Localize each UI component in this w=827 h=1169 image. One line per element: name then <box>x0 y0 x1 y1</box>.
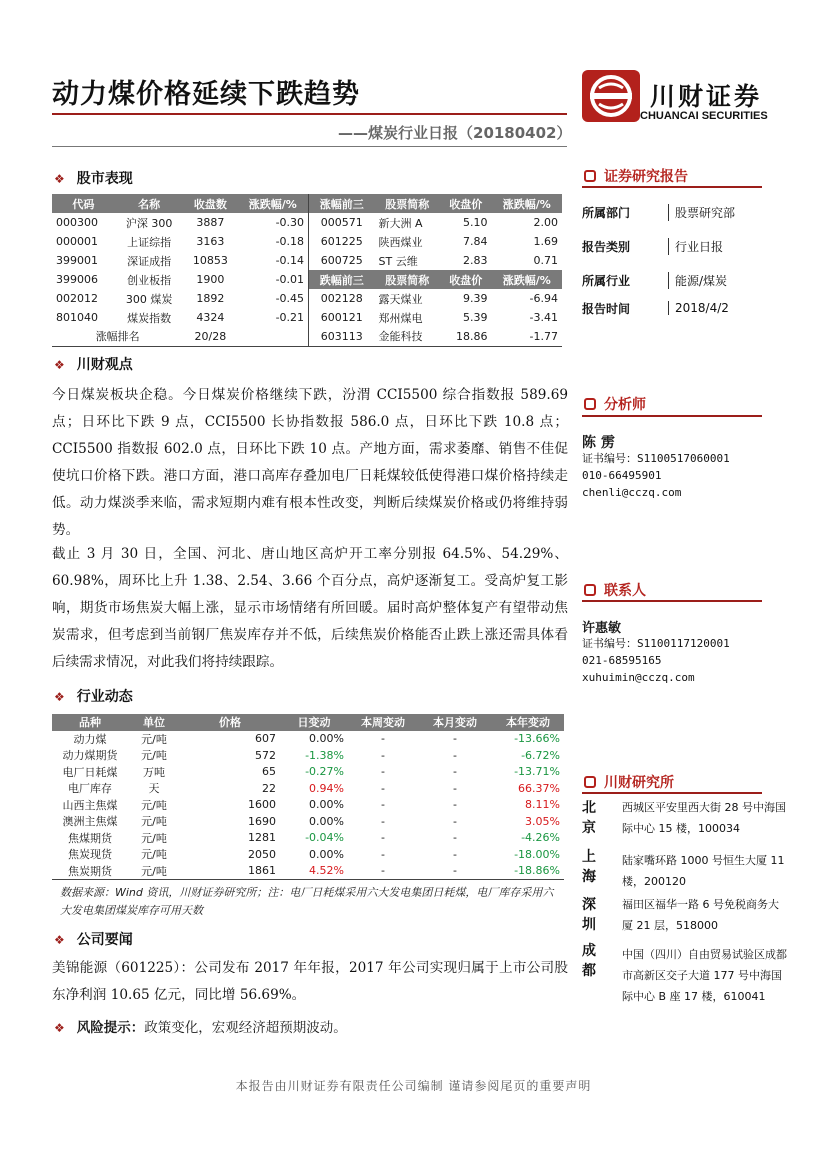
table-cell: 65 <box>262 765 276 779</box>
table-cell: - <box>453 765 457 779</box>
table-cell: -13.71% <box>514 765 560 779</box>
risk-warning <box>54 1016 347 1036</box>
industry-table <box>52 714 564 880</box>
table-cell: 焦炭现货 <box>68 848 112 862</box>
table-cell: -6.72% <box>521 748 560 762</box>
table-cell: - <box>381 732 385 746</box>
table-row: 002012 300 煤炭 1892 -0.45 002128 露天煤业 9.39 -6.94 <box>52 289 562 308</box>
contact-email[interactable]: xuhuimin@cczq.com <box>582 671 695 684</box>
contact-name: 许惠敏 <box>582 621 622 636</box>
table-row: 涨幅排名 20/28 603113 金能科技 18.86 -1.77 <box>52 327 562 346</box>
table-header: 涨跌幅/% <box>491 194 562 213</box>
table-header: 股票简称 <box>375 194 440 213</box>
view-paragraph-2: 截止 3 月 30 日，全国、河北、唐山地区高炉开工率分别报 64.5%、54.29%、60.98%，周环比上升 1.38、2.54、3.66 个百分点，高炉逐渐复工。受高炉复工影响，期货市场焦炭大幅上涨，显示市场情绪有所回暖。届时高炉整体复产有望带动焦炭需求，但考虑到当前钢厂焦炭库存并不低，后续焦炭价格能否止跌上涨还需具体看后续需求情况，对此我们将持续跟踪。 <box>52 546 568 670</box>
table-header: 本月变动 <box>418 714 492 731</box>
table-cell: - <box>381 847 385 861</box>
table-header: 本年变动 <box>492 714 564 731</box>
table-cell: 焦煤期货 <box>68 831 112 845</box>
table-cell: 元/吨 <box>141 749 167 763</box>
section-company: ❖ 公司要闻 <box>54 932 133 948</box>
contact-icon <box>584 584 596 596</box>
table-cell: -0.27% <box>305 765 344 779</box>
table-cell: 66.37% <box>518 781 560 795</box>
table-cell: 607 <box>255 732 276 746</box>
table-cell: 1281 <box>248 831 276 845</box>
table-cell: 天 <box>148 782 160 796</box>
table-row: 399006 创业板指 1900 -0.01 跌幅前三 股票简称 收盘价 涨跌幅/% <box>52 270 562 289</box>
table-header: 跌幅前三 <box>309 270 375 289</box>
table-cell: 2050 <box>248 847 276 861</box>
section-view: ❖ 川财观点 <box>54 357 133 373</box>
rank-value: 20/28 <box>194 329 227 343</box>
contact-phone: 021-68595165 <box>582 654 662 667</box>
table-cell: - <box>453 781 457 795</box>
table-header: 价格 <box>180 714 280 731</box>
table-header: 涨跌幅/% <box>491 270 562 289</box>
analyst-phone: 010-66495901 <box>582 469 662 482</box>
table-cell: 元/吨 <box>141 864 167 878</box>
table-cell: 0.00% <box>309 798 344 812</box>
table-cell: 元/吨 <box>141 848 167 862</box>
view-paragraph-1: 今日煤炭板块企稳。今日煤炭价格继续下跌，汾渭 CCI5500 综合指数报 589.69 点；日环比下跌 9 点，CCI5500 长协指数报 586.0 点，日环比下跌 10.8 点；CCI5500 指数报 602.0 点，日环比下跌 10 点。产地方面，需求萎靡、销售不佳促使坑口价格下跌。港口方面，港口高库存叠加电厂日耗煤较低使得港口煤价格持续走低。动力煤淡季来临，需求短期内难有根本性改变，判断后续煤炭价格或仍将维持弱势。 <box>52 387 568 538</box>
table-cell: -18.86% <box>514 864 560 877</box>
table-cell: -18.00% <box>514 847 560 861</box>
table-row <box>52 830 564 847</box>
table-cell: 元/吨 <box>141 831 167 845</box>
table-row <box>52 813 564 830</box>
analyst-icon <box>584 398 596 410</box>
sidebar-divider <box>582 186 762 188</box>
info-row: 所属部门 股票研究部 <box>582 205 736 220</box>
table-cell: 0.00% <box>309 732 344 746</box>
table-header: 日变动 <box>280 714 348 731</box>
table-cell: - <box>453 847 457 861</box>
contact-cert: 证书编号：S1100117120001 <box>582 637 730 650</box>
table-cell: -4.26% <box>521 831 560 845</box>
diamond-icon: ❖ <box>54 358 65 372</box>
table-row <box>52 846 564 863</box>
table-cell: -13.66% <box>514 732 560 746</box>
table-cell: 焦炭期货 <box>68 864 112 878</box>
table-cell: -1.38% <box>305 748 344 762</box>
diamond-icon: ❖ <box>54 690 65 704</box>
table-cell: 0.00% <box>309 814 344 828</box>
logo-icon <box>582 70 640 122</box>
report-title: 动力煤价格延续下跌趋势 <box>52 79 360 110</box>
report-icon <box>584 170 596 182</box>
table-row <box>52 797 564 814</box>
company-news-text: 美锦能源（601225）：公司发布 2017 年年报，2017 年公司实现归属于上市公司股东净利润 10.65 亿元，同比增 56.69%。 <box>52 960 568 1003</box>
table-cell: 电厂库存 <box>68 782 112 796</box>
diamond-icon: ❖ <box>54 1021 65 1035</box>
report-info <box>582 195 767 319</box>
analyst-name: 陈 雳 <box>582 435 615 451</box>
table-header: 收盘数 <box>183 194 237 213</box>
table-cell: 4.52% <box>309 864 344 877</box>
table-row <box>52 747 564 764</box>
table-cell: 元/吨 <box>141 798 167 812</box>
logo-name-en: CHUANCAI SECURITIES <box>640 110 768 122</box>
sidebar-divider <box>582 415 762 417</box>
table-row <box>52 863 564 880</box>
sidebar-divider <box>582 792 762 794</box>
table-cell: - <box>453 814 457 828</box>
market-table <box>52 194 562 347</box>
table-cell: 电厂日耗煤 <box>62 765 118 779</box>
table-cell: 1861 <box>248 864 276 877</box>
analyst-cert: 证书编号：S1100517060001 <box>582 452 730 465</box>
subtitle-divider <box>52 146 567 147</box>
table-cell: - <box>453 732 457 746</box>
table-cell: -0.04% <box>305 831 344 845</box>
table-cell: - <box>381 814 385 828</box>
table-cell: - <box>381 748 385 762</box>
table-cell: 8.11% <box>525 798 560 812</box>
section-market: ❖ 股市表现 <box>54 171 133 187</box>
institute-icon <box>584 776 596 788</box>
table-header: 品种 <box>52 714 128 731</box>
table-header: 收盘价 <box>440 270 492 289</box>
table-header: 涨幅前三 <box>309 194 375 213</box>
info-row: 报告时间 2018/4/2 <box>582 301 729 316</box>
table-header: 单位 <box>128 714 180 731</box>
table-cell: 山西主焦煤 <box>62 798 118 812</box>
table-cell: 0.00% <box>309 847 344 861</box>
sidebar-divider <box>582 600 762 602</box>
table-row: 399001 深证成指 10853 -0.14 600725 ST 云维 2.83 0.71 <box>52 251 562 270</box>
title-divider <box>52 113 567 115</box>
analyst-email[interactable]: chenli@cczq.com <box>582 486 682 499</box>
table-cell: 动力煤期货 <box>62 749 118 763</box>
sidebar-report-heading: 证券研究报告 <box>584 166 688 186</box>
table-header: 代码 <box>52 194 115 213</box>
table-row <box>52 764 564 781</box>
table-row <box>52 780 564 797</box>
sidebar-analyst-heading: 分析师 <box>584 394 646 414</box>
footer-disclaimer: 本报告由川财证券有限责任公司编制 谨请参阅尾页的重要声明 <box>235 1079 592 1093</box>
contact-info <box>582 635 730 686</box>
table-header: 本周变动 <box>348 714 418 731</box>
table-header: 股票简称 <box>375 270 440 289</box>
rank-label: 涨幅排名 <box>95 330 140 344</box>
sidebar-institute-heading: 川财研究所 <box>584 772 674 792</box>
table-cell: - <box>453 798 457 812</box>
table-row <box>52 731 564 748</box>
market-header-row <box>52 194 562 213</box>
table-cell: - <box>381 765 385 779</box>
industry-header-row <box>52 714 564 731</box>
analyst-contact <box>582 450 730 501</box>
diamond-icon: ❖ <box>54 172 65 186</box>
report-subtitle: ——煤炭行业日报（20180402） <box>338 124 572 142</box>
sidebar-contact-heading: 联系人 <box>584 580 646 600</box>
table-cell: - <box>453 831 457 845</box>
table-header: 名称 <box>115 194 184 213</box>
table-cell: 572 <box>255 748 276 762</box>
table-cell: 0.94% <box>309 781 344 795</box>
risk-label: 风险提示： <box>76 1020 145 1036</box>
table-row: 000001 上证综指 3163 -0.18 601225 陕西煤业 7.84 1.69 <box>52 232 562 251</box>
table-cell: - <box>453 864 457 877</box>
table-source-note: 数据来源：Wind 资讯，川财证券研究所；注：电厂日耗煤采用六大发电集团日耗煤，电厂库存采用六大发电集团煤炭库存可用天数 <box>60 886 554 917</box>
info-row: 所属行业 能源/煤炭 <box>582 273 728 288</box>
table-cell: 万吨 <box>143 765 165 779</box>
table-row: 801040 煤炭指数 4324 -0.21 600121 郑州煤电 5.39 -3.41 <box>52 308 562 327</box>
table-cell: 元/吨 <box>141 815 167 829</box>
table-cell: - <box>381 864 385 877</box>
table-cell: 1600 <box>248 798 276 812</box>
table-cell: - <box>381 798 385 812</box>
risk-text: 政策变化，宏观经济超预期波动。 <box>144 1020 347 1036</box>
table-cell: 22 <box>262 781 276 795</box>
table-cell: 元/吨 <box>141 732 167 746</box>
section-industry: ❖ 行业动态 <box>54 689 133 705</box>
table-cell: 动力煤 <box>73 732 107 746</box>
table-cell: 3.05% <box>525 814 560 828</box>
table-cell: 澳洲主焦煤 <box>62 815 118 829</box>
table-cell: 1690 <box>248 814 276 828</box>
table-header: 收盘价 <box>440 194 492 213</box>
table-row: 000300 沪深 300 3887 -0.30 000571 新大洲 A 5.10 2.00 <box>52 213 562 232</box>
diamond-icon: ❖ <box>54 933 65 947</box>
info-row: 报告类别 行业日报 <box>582 239 724 254</box>
logo-name-cn: 川财证券 <box>650 82 763 111</box>
table-cell: - <box>381 781 385 795</box>
table-cell: - <box>453 748 457 762</box>
table-header: 涨跌幅/% <box>237 194 308 213</box>
table-cell: - <box>381 831 385 845</box>
